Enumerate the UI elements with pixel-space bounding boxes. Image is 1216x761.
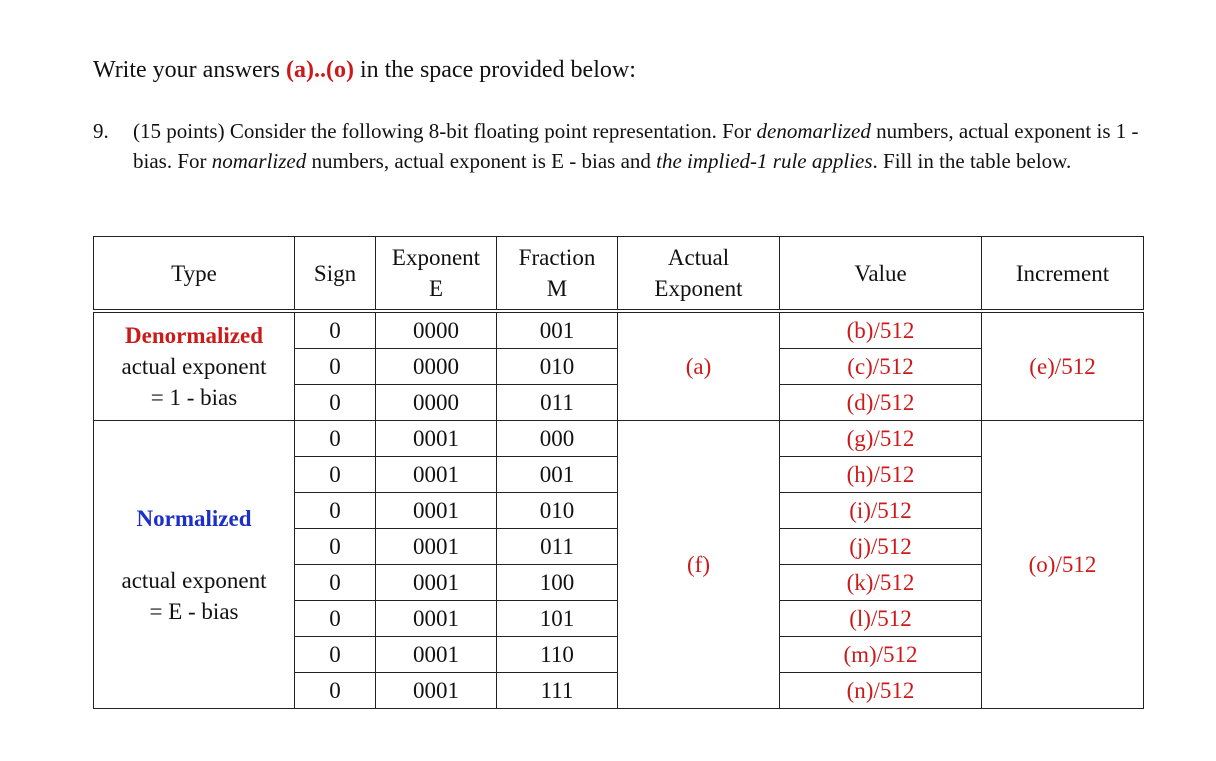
header-exponent-line1: Exponent: [391, 245, 481, 270]
normalized-label: Normalized: [136, 505, 252, 531]
normalized-increment: (o)/512: [982, 421, 1144, 709]
denormalized-desc-line2: = 1 - bias: [150, 385, 238, 410]
fraction-cell: 111: [497, 673, 618, 709]
floating-point-table: [93, 236, 1144, 709]
instruction-text-after: in the space provided below:: [353, 57, 636, 83]
question-emphasis-normalized: nomarlized: [211, 149, 307, 173]
header-fraction-line1: Fraction: [518, 245, 596, 270]
exponent-cell: 0000: [376, 349, 497, 385]
value-cell: (k)/512: [780, 565, 982, 601]
fraction-cell: 011: [497, 529, 618, 565]
value-cell: (b)/512: [780, 311, 982, 349]
denormalized-desc-line1: actual exponent: [121, 354, 267, 379]
value-cell: (i)/512: [780, 493, 982, 529]
header-actual-exponent: [618, 237, 780, 312]
normalized-desc-line2: = E - bias: [149, 598, 239, 624]
fraction-cell: 110: [497, 637, 618, 673]
fraction-cell: 011: [497, 385, 618, 421]
exponent-cell: 0001: [376, 637, 497, 673]
fraction-cell: 010: [497, 493, 618, 529]
exponent-cell: 0000: [376, 385, 497, 421]
sign-cell: 0: [295, 673, 376, 709]
exponent-cell: 0001: [376, 529, 497, 565]
sign-cell: 0: [295, 457, 376, 493]
value-cell: (c)/512: [780, 349, 982, 385]
sign-cell: 0: [295, 385, 376, 421]
exponent-cell: 0001: [376, 493, 497, 529]
header-sign: Sign: [295, 237, 376, 312]
header-actual-line2: Exponent: [654, 276, 743, 301]
exponent-cell: 0001: [376, 673, 497, 709]
exponent-cell: 0001: [376, 565, 497, 601]
header-value: Value: [780, 237, 982, 312]
sign-cell: 0: [295, 421, 376, 457]
value-cell: (d)/512: [780, 385, 982, 421]
question-text-3: numbers, actual exponent is E - bias and: [306, 149, 657, 173]
fraction-cell: 101: [497, 601, 618, 637]
exponent-cell: 0000: [376, 311, 497, 349]
question-emphasis-denormalized: denomarlized: [756, 119, 871, 143]
header-increment: Increment: [982, 237, 1144, 312]
sign-cell: 0: [295, 637, 376, 673]
sign-cell: 0: [295, 529, 376, 565]
exponent-cell: 0001: [376, 601, 497, 637]
value-cell: (h)/512: [780, 457, 982, 493]
denormalized-increment: (e)/512: [982, 311, 1144, 421]
normalized-type-cell: [94, 421, 295, 709]
table-row: [94, 311, 1144, 349]
header-type: Type: [94, 237, 295, 312]
header-fraction-line2: M: [546, 276, 568, 301]
sign-cell: 0: [295, 601, 376, 637]
question-body: [133, 116, 1153, 176]
fraction-cell: 001: [497, 311, 618, 349]
normalized-actual-exponent: (f): [618, 421, 780, 709]
normalized-desc-line1: actual exponent: [121, 567, 267, 593]
question-points: (15 points): [133, 119, 225, 143]
exponent-cell: 0001: [376, 421, 497, 457]
denormalized-actual-exponent: (a): [618, 311, 780, 421]
instruction-line: [93, 52, 636, 88]
question-number: 9.: [93, 119, 109, 143]
sign-cell: 0: [295, 565, 376, 601]
fraction-cell: 001: [497, 457, 618, 493]
fraction-cell: 010: [497, 349, 618, 385]
table-row: [94, 421, 1144, 457]
table-header-row: [94, 237, 1144, 312]
answer-range: (a)..(o): [285, 57, 354, 83]
sign-cell: 0: [295, 311, 376, 349]
question-emphasis-implied-1: the implied-1 rule applies: [656, 149, 873, 173]
sign-cell: 0: [295, 349, 376, 385]
header-exponent-line2: E: [428, 276, 444, 301]
value-cell: (g)/512: [780, 421, 982, 457]
exponent-cell: 0001: [376, 457, 497, 493]
question-text-1: Consider the following 8-bit floating point representation. For: [224, 119, 757, 143]
header-exponent: [376, 237, 497, 312]
value-cell: (m)/512: [780, 637, 982, 673]
sign-cell: 0: [295, 493, 376, 529]
header-fraction: [497, 237, 618, 312]
question-text-4: . Fill in the table below.: [872, 149, 1072, 173]
question-9: [93, 116, 1153, 176]
value-cell: (l)/512: [780, 601, 982, 637]
header-actual-line1: Actual: [667, 245, 730, 270]
denormalized-type-cell: [94, 311, 295, 421]
value-cell: (n)/512: [780, 673, 982, 709]
value-cell: (j)/512: [780, 529, 982, 565]
denormalized-label: Denormalized: [125, 323, 263, 348]
question-text-2: numbers, actual exponent is 1 - bias. For: [133, 119, 1139, 173]
instruction-text-before: Write your answers: [93, 57, 286, 83]
fraction-cell: 100: [497, 565, 618, 601]
fraction-cell: 000: [497, 421, 618, 457]
